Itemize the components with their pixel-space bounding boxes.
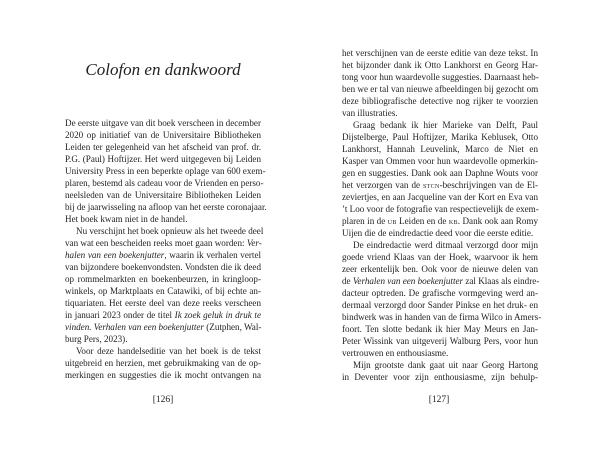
text-run: van bijzondere boekenvondsten. Vondsten die ik deed [65,262,261,272]
text-line [342,83,538,95]
text-run: gen en suggesties. Dank ook aan Daphne Wouts voor [342,168,538,178]
text-line [342,143,538,155]
text-run: Het boek kwam niet in de handel. [65,214,188,224]
text-line [65,321,261,333]
text-line [342,215,538,227]
text-line [342,239,538,251]
text-run: Voor deze handelseditie van het boek is de tekst [76,346,261,356]
text-line [65,129,261,141]
italic-text: halen van een boekenjutter [65,250,165,260]
small-caps-text: stcn [423,180,440,190]
text-line [65,237,261,249]
text-line [65,357,261,369]
text-run: op rommelmarkten en boekenbeurzen, in kringloop- [65,274,261,284]
text-line [342,167,538,179]
text-run: Leiden en de [396,216,449,226]
paragraph [342,239,542,359]
text-line [65,189,261,201]
text-line [342,371,538,383]
text-line [65,333,261,345]
text-run: zeer erkentelijk ben. Ook voor de nieuwe delen van [342,264,538,274]
paragraph [342,359,538,383]
text-run: Kasper van Ommen voor hun waardevolle opmerkin- [342,156,538,166]
text-run: P.G. (Paul) Hoftijzer. Het werd uitgegeven bij Leiden [65,154,261,164]
text-run: dermaal verzorgd door Sander Pinkse en het druk- en [342,300,538,310]
text-line [65,225,264,237]
text-line [342,179,538,191]
small-caps-text: kb [448,216,458,226]
text-line [65,117,261,129]
page-number: [127] [428,395,450,405]
text-line [342,359,538,371]
left-text-column [65,117,267,381]
text-run: foort. Ten slotte bedank ik hier May Meurs en Jan- [342,324,538,334]
text-line [342,227,538,239]
text-run: Graag bedank ik hier Marieke van Delft, Paul [353,120,538,130]
paragraph [342,119,538,239]
text-line [65,297,261,309]
text-line [65,177,264,189]
italic-text: Verhalen van een boekenjutter [352,276,464,286]
text-run: De eerste uitgave van dit boek verscheen in december [65,118,261,128]
text-run: goede vriend Klaas van der Hoek, waarvoor ik hem [342,252,538,262]
text-run: plaren, bestemd als cadeau voor de Vrienden en perso- [65,178,264,188]
paragraph [342,47,538,119]
italic-text: Ver- [246,238,262,248]
text-run: tong voor hun waardevolle suggesties. Daarnaast heb- [342,72,539,82]
text-run: 2020 op initiatief van de Universitaire Bibliotheken [65,130,261,140]
text-run: Peter Wissink van uitgeverij Walburg Pers, voor hun [342,336,538,346]
text-run: Uijen die de eindredactie deed voor die eerste editie. [342,228,534,238]
text-line [342,107,538,119]
text-line [342,71,538,83]
paragraph [65,117,267,225]
text-run: dacteur optreden. De grafische vormgeving werd an- [342,288,538,298]
text-run: het bijzonder dank ik Otto Lankhorst en Georg Har- [342,60,538,70]
text-run: van illustraties. [342,108,398,118]
text-line [342,287,538,299]
text-run: plaren in de [342,216,388,226]
italic-text: Ik zoek geluk in druk te [174,310,261,320]
right-page [300,0,600,450]
text-line [65,141,261,153]
text-run: -beschrijvingen van de El- [439,180,538,190]
text-run: neelsleden van de Universitaire Bibliotheken Leiden [65,190,261,200]
text-line [342,203,538,215]
paragraph [65,345,261,381]
text-run: ben we er tal van nieuwe afbeeldingen bij gezocht om [342,84,539,94]
text-line [342,311,542,323]
text-line [65,213,261,225]
chapter-title: Colofon en dankwoord [85,60,241,79]
text-line [65,201,267,213]
text-line [342,47,538,59]
text-run: het verzorgen van de [342,180,424,190]
text-line [65,369,261,381]
text-run: in Deventer voor zijn enthousiasme, zijn behulp- [342,372,538,382]
text-run: tiquariaten. Het eerste deel van deze reeks verscheen [65,298,261,308]
text-run: De eindredactie werd ditmaal verzorgd door mijn [353,240,538,250]
text-run: Nu verschijnt het boek opnieuw als het tweede deel [76,226,264,236]
paragraph [65,225,264,345]
text-run: zal Klaas als eindre- [463,276,540,286]
right-text-column [342,47,542,383]
text-line [65,153,261,165]
text-line [65,261,261,273]
text-line [342,155,538,167]
text-line [342,275,538,287]
text-run: merkingen en suggesties die ik mocht ontvangen na [65,370,261,380]
text-line [65,165,266,177]
text-run: winkels, op Marktplaats en Catawiki, of bij echte an- [65,286,261,296]
text-run: Dijstelberge, Paul Hoftijzer, Marika Keblusek, Otto [342,132,538,142]
text-run: in januari 2023 onder de titel [65,310,175,320]
text-run: bij de jaarwisseling na afloop van het eerste coronajaar. [65,202,267,212]
text-line [342,119,538,131]
text-run: (Zutphen, Wal- [203,322,262,332]
text-line [342,59,538,71]
text-line [342,323,538,335]
italic-text: vinden. Verhalen van een boekenjutter [65,322,204,332]
text-run: vertrouwen en enthousiasme. [342,348,449,358]
text-run: burg Pers, 2023). [65,334,128,344]
text-line [342,299,538,311]
text-run: . Dank ook aan Romy [457,216,538,226]
text-run: deze bibliografische detective nog rijker te voorzien [342,96,538,106]
text-run: het verschijnen van de eerste editie van deze tekst. In [342,48,538,58]
page-number: [126] [152,395,174,405]
text-run: bindwerk was in handen van de firma Wilco in Amers- [342,312,542,322]
text-run: Mijn grootste dank gaat uit naar Georg Hartong [353,360,538,370]
text-run: de [342,276,353,286]
text-line [342,347,538,359]
text-run: , waarin ik verhalen vertel [164,250,262,260]
text-line [342,335,538,347]
text-run: Lankhorst, Hannah Leuvelink, Marco de Niet en [342,144,538,154]
text-run: Leiden ter gelegenheid van het afscheid van prof. dr. [65,142,261,152]
text-line [65,309,261,321]
text-line [342,263,538,275]
text-line [65,273,261,285]
text-line [342,95,538,107]
text-line [342,131,538,143]
text-run: van wat een bescheiden reeks moet gaan worden: [65,238,247,248]
text-line [342,191,538,203]
text-run: uitgebreid en herzien, met gebruikmaking van de op- [65,358,261,368]
small-caps-text: ub [387,216,397,226]
text-line [342,251,538,263]
text-run: ’t Loo voor de fotografie van respectievelijk de exem- [342,204,539,214]
text-run: zeviertjes, en aan Jacqueline van der Kort en Eva van [342,192,538,202]
text-line [65,249,261,261]
text-line [65,285,261,297]
text-run: University Press in een beperkte oplage van 600 exem- [65,166,266,176]
text-line [65,345,261,357]
